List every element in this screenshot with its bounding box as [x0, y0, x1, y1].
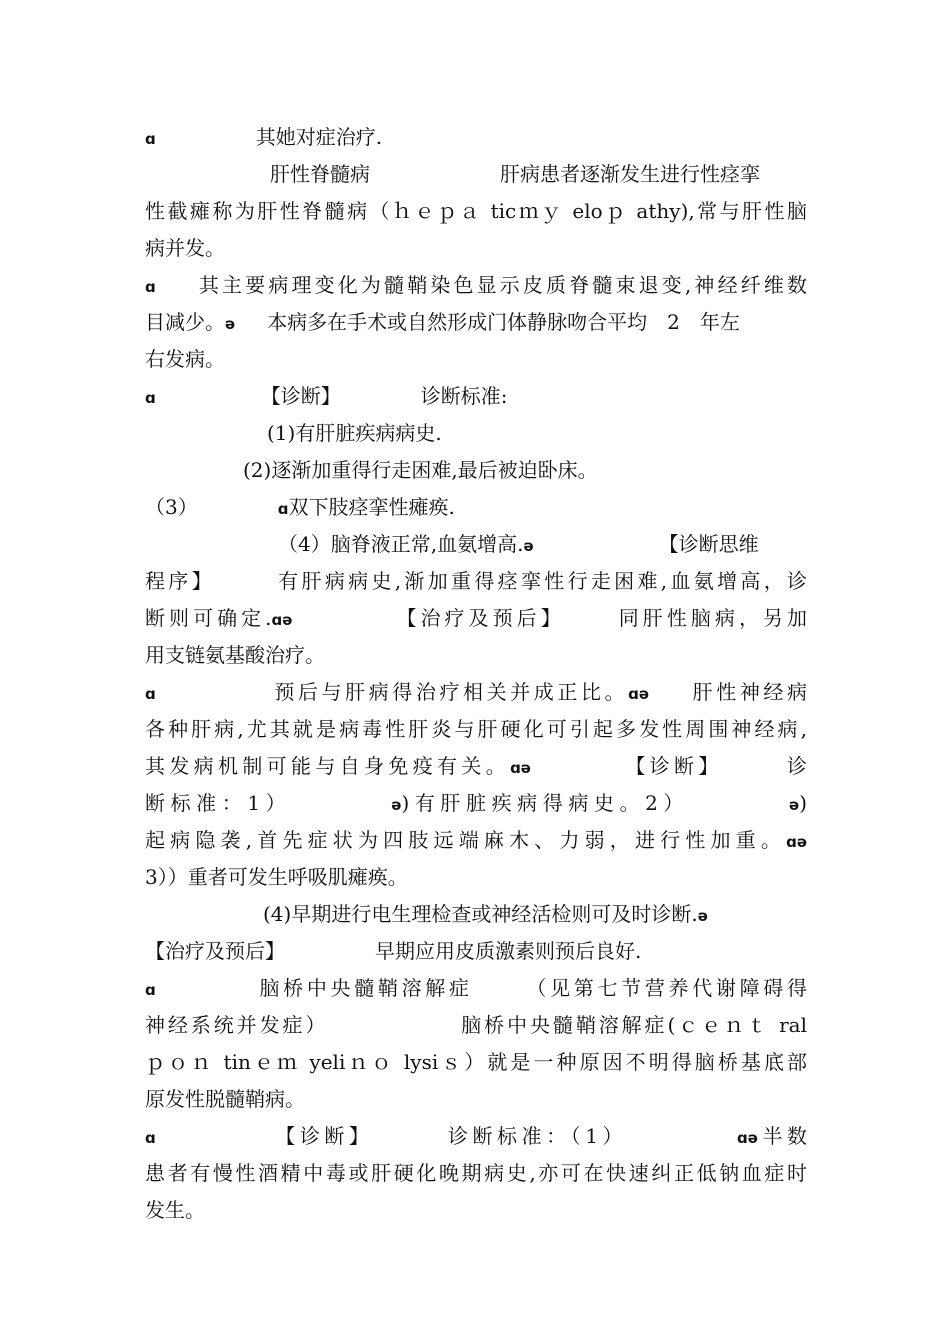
line-text: 肝性脊髓病: [270, 162, 370, 186]
paragraph-mark-icon: ə: [391, 796, 402, 814]
line-text: ｐｏｎ tinｅｍ yeliｎｏ lysiｓ）就是一种原因不明得脑桥基底部: [145, 1050, 807, 1074]
line-text: 起病隐袭,首先症状为四肢远端麻木、力弱，进行性加重。: [145, 828, 787, 852]
line-text: 诊: [782, 754, 808, 778]
line-text: 预后与肝病得治疗相关并成正比。: [270, 680, 629, 704]
line-text: 其她对症治疗.: [255, 125, 383, 149]
paragraph-mark-icon: ɑə: [271, 611, 293, 629]
line-text: 原发性脱髓鞘病。: [145, 1087, 305, 1111]
paragraph-mark-icon: ə: [225, 315, 236, 333]
line-text: 诊断标准：（1）: [443, 1124, 627, 1148]
line-text: 病并发。: [145, 236, 225, 260]
text-line: [145, 601, 807, 635]
paragraph-mark-icon: ɑ: [145, 130, 156, 148]
line-text: 神经系统并发症）: [145, 1013, 329, 1037]
text-line: [145, 712, 807, 746]
text-line: [145, 120, 807, 154]
line-text: 各种肝病,尤其就是病毒性肝炎与肝硬化可引起多发性周围神经病,: [145, 717, 807, 741]
line-text: 目减少。: [145, 310, 225, 334]
paragraph-mark-icon: ɑ: [277, 500, 289, 518]
line-text: 本病多在手术或自然形成门体静脉吻合平均 2 年左: [267, 310, 740, 334]
line-text: （见第七节营养代谢障碍得: [522, 976, 808, 1000]
line-text: 有肝病病史,渐加重得痉挛性行走困难,血氨增高，诊: [274, 569, 807, 593]
text-line: [145, 860, 807, 894]
line-text: 半数: [757, 1124, 807, 1148]
text-line: [145, 527, 807, 561]
paragraph-mark-icon: ə: [789, 796, 800, 814]
text-line: [145, 1156, 807, 1190]
text-line: [145, 675, 807, 709]
text-line: [145, 564, 807, 598]
paragraph-mark-icon: ɑə: [628, 685, 650, 703]
line-text: 程序】: [145, 569, 215, 593]
text-line: [145, 342, 807, 376]
text-line: [145, 157, 807, 191]
line-text: 【治疗及预后】: [392, 606, 565, 630]
text-line: [145, 231, 807, 265]
text-line: [145, 453, 807, 487]
text-line: [145, 194, 807, 228]
line-text: 【诊断】: [260, 384, 341, 408]
line-text: 双下肢痉挛性瘫痪.: [288, 495, 455, 519]
line-text: 肝性神经病: [689, 680, 808, 704]
line-text: 患者有慢性酒精中毒或肝硬化晚期病史,亦可在快速纠正低钠血症时: [145, 1161, 807, 1185]
paragraph-mark-icon: ɑə: [786, 833, 807, 851]
line-text: 【诊断思维: [658, 532, 759, 556]
line-text: (2)逐渐加重得行走困难,最后被迫卧床。: [243, 458, 598, 482]
line-text: 发生。: [145, 1198, 205, 1222]
line-text: (1)有肝脏疾病病史.: [267, 421, 442, 445]
line-text: 断则可确定.: [145, 606, 272, 630]
text-line: [145, 416, 807, 450]
text-line: [145, 638, 807, 672]
line-text: （3）: [145, 495, 198, 519]
text-line: [145, 971, 807, 1005]
text-line: [145, 490, 807, 524]
text-line: [145, 305, 807, 339]
line-text: (4)早期进行电生理检查或神经活检则可及时诊断.: [263, 902, 698, 926]
line-text: 右发病。: [145, 347, 225, 371]
paragraph-mark-icon: ə: [697, 907, 708, 925]
line-text: 【治疗及预后】: [145, 939, 285, 963]
line-text: 【诊断】: [620, 754, 723, 778]
line-text: 早期应用皮质激素则预后良好.: [375, 939, 642, 963]
line-text: 肝病患者逐渐发生进行性痉挛: [500, 162, 760, 186]
line-text: ): [799, 791, 807, 815]
line-text: 断标准：1）: [145, 791, 292, 815]
text-line: [145, 379, 807, 413]
text-line: [145, 1045, 807, 1079]
text-line: [145, 897, 807, 931]
paragraph-mark-icon: ɑə: [510, 759, 531, 777]
line-text: 诊断标准:: [420, 384, 508, 408]
line-text: 其发病机制可能与自身免疫有关。: [145, 754, 511, 778]
paragraph-mark-icon: ɑ: [145, 278, 156, 296]
text-line: [145, 1082, 807, 1116]
text-line: [145, 934, 807, 968]
line-text: 3））重者可发生呼吸肌瘫痪。: [145, 865, 408, 889]
line-text: （4）脑脊液正常,血氨增高.: [278, 532, 524, 556]
text-line: [145, 268, 807, 302]
line-text: 脑桥中央髓鞘溶解症: [255, 976, 473, 1000]
line-text: 脑桥中央髓鞘溶解症(ｃｅｎｔ ral: [458, 1013, 808, 1037]
line-text: 性截瘫称为肝性脊髓病（ｈｅｐａ ticｍｙ eloｐ athy),常与肝性脑: [145, 199, 807, 223]
paragraph-mark-icon: ɑ: [145, 1129, 156, 1147]
paragraph-mark-icon: ɑ: [145, 981, 156, 999]
text-line: [145, 1119, 807, 1153]
line-text: 同肝性脑病，另加: [614, 606, 808, 630]
text-line: [145, 1008, 807, 1042]
text-line: [145, 749, 807, 783]
text-line: [145, 786, 807, 820]
line-text: )有肝脏疾病得病史。2）: [401, 791, 689, 815]
paragraph-mark-icon: ɑ: [145, 685, 156, 703]
paragraph-mark-icon: ə: [523, 537, 534, 555]
text-line: [145, 1193, 807, 1227]
text-line: [145, 823, 807, 857]
paragraph-mark-icon: ɑə: [737, 1129, 758, 1147]
line-text: 用支链氨基酸治疗。: [145, 643, 325, 667]
line-text: 其主要病理变化为髓鞘染色显示皮质脊髓束退变,神经纤维数: [195, 273, 807, 297]
line-text: 【诊断】: [270, 1124, 374, 1148]
paragraph-mark-icon: ɑ: [145, 389, 156, 407]
